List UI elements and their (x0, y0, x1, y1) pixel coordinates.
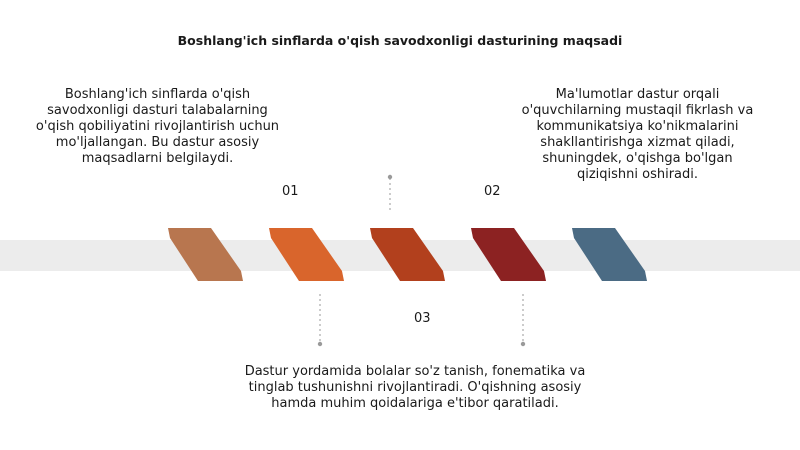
chevron-3 (370, 228, 445, 281)
chevron-row (168, 228, 647, 281)
connector-dot (521, 342, 525, 346)
connector-down-step-2 (318, 294, 322, 346)
chevron-4 (471, 228, 546, 281)
diagram-title: Boshlang'ich sinflarda o'qish savodxonligi dasturining maqsadi (177, 33, 623, 48)
step-3-number: 03 (414, 311, 431, 326)
connector-dot (388, 175, 392, 179)
step-1-description: Boshlang'ich sinflarda o'qish savodxonligi dasturi talabalarning o'qish qobiliyatini rivojlantirish uchun mo'ljallangan. Bu dastur asosiy maqsadlarni belgilaydi. (35, 87, 280, 166)
connector-down-step-3 (521, 294, 525, 346)
connector-dot (318, 342, 322, 346)
chevron-1 (168, 228, 243, 281)
step-3-description: Dastur yordamida bolalar so'z tanish, fonematika va tinglab tushunishni rivojlantiradi. O'qishning asosiy hamda muhim qoidalariga e'tibor qaratiladi. (244, 364, 586, 411)
step-2-number: 02 (484, 184, 501, 199)
step-1-number: 01 (282, 184, 299, 199)
connector-up-step-1 (388, 175, 392, 212)
chevron-2 (269, 228, 344, 281)
chevron-5 (572, 228, 647, 281)
step-2-description: Ma'lumotlar dastur orqali o'quvchilarning mustaqil fikrlash va kommunikatsiya ko'nikmalarini shakllantirishga xizmat qiladi, shuningdek, o'qishga bo'lgan qiziqishni oshiradi. (521, 87, 754, 182)
